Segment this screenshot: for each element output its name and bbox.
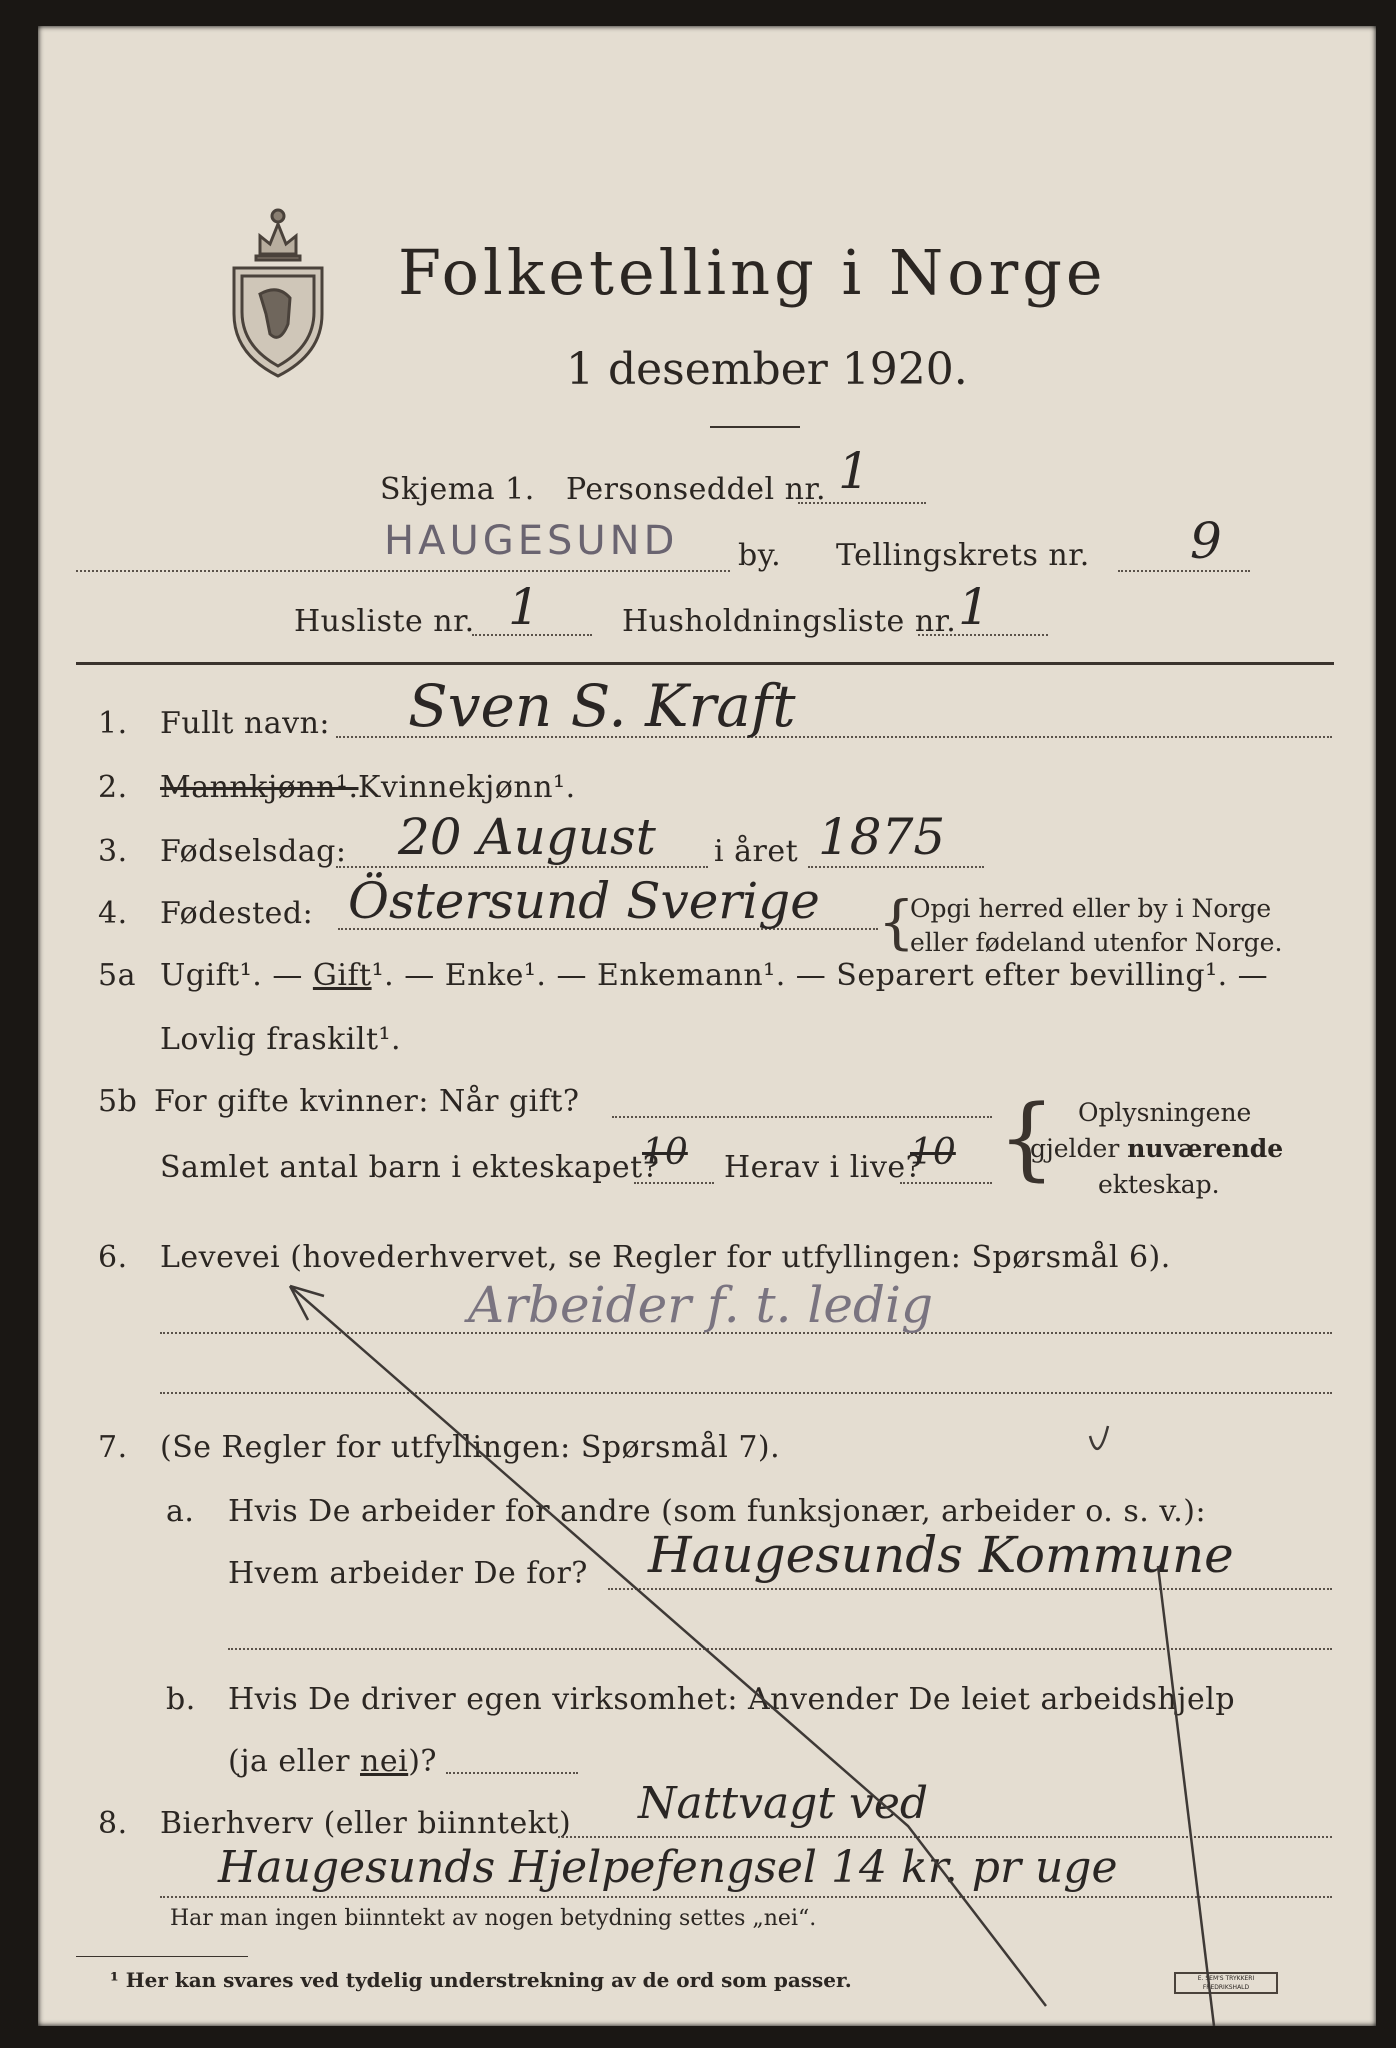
q2-male: Mannkjønn¹. — [160, 770, 359, 805]
q7b-end: )? — [408, 1744, 437, 1779]
q3-year: 1875 — [818, 808, 946, 866]
q5b-label2: Samlet antal barn i ekteskapet? — [160, 1150, 660, 1185]
pencil-vertical-line — [1158, 1566, 1214, 2026]
hh-value: 1 — [958, 578, 990, 636]
person-label: Personseddel nr. — [566, 472, 827, 507]
q5b-note2a: gjelder — [1030, 1134, 1120, 1163]
q4-num: 4. — [98, 896, 128, 931]
q5b-note1: Oplysningene — [1078, 1098, 1252, 1127]
q1-label: Fullt navn: — [160, 706, 331, 741]
husliste-label: Husliste nr. — [294, 604, 475, 639]
q7b-nei: nei — [360, 1744, 409, 1779]
q7b-line1: Hvis De driver egen virksomhet: Anvender De leiet arbeidshjelp — [228, 1682, 1236, 1717]
krets-label: Tellingskrets nr. — [836, 538, 1090, 573]
q1-num: 1. — [98, 706, 128, 741]
q3-label: Fødselsdag: — [160, 834, 347, 869]
q4-note2: eller fødeland utenfor Norge. — [910, 928, 1283, 957]
person-nr: 1 — [838, 442, 870, 500]
census-date: 1 desember 1920. — [566, 344, 968, 395]
q3-year-label: i året — [714, 834, 799, 869]
q5b-children: 10 — [642, 1132, 688, 1173]
hh-label: Husholdningsliste nr. — [622, 604, 957, 639]
q8-note: Har man ingen biinntekt av nogen betydning settes „nei“. — [170, 1906, 817, 1931]
q7a-line1: Hvis De arbeider for andre (som funksjonær, arbeider o. s. v.): — [228, 1494, 1207, 1529]
q5b-note3: ekteskap. — [1098, 1170, 1220, 1199]
q1-name: Sven S. Kraft — [408, 672, 796, 740]
pencil-marks — [38, 26, 1376, 2026]
q5b-num: 5b — [98, 1084, 138, 1119]
q7a-line2: Hvem arbeider De for? — [228, 1556, 588, 1591]
printer-mark: E. SEM'S TRYKKERI FREDRIKSHALD — [1174, 1972, 1278, 1994]
q8-value1: Nattvagt ved — [638, 1778, 929, 1829]
krets-nr: 9 — [1190, 512, 1222, 570]
q5a-line2: Lovlig fraskilt¹. — [160, 1022, 402, 1057]
pencil-check — [1090, 1426, 1108, 1449]
city-stamp: HAUGESUND — [384, 518, 679, 564]
q7-label: (Se Regler for utfyllingen: Spørsmål 7). — [160, 1430, 781, 1465]
q6-occupation: Arbeider f. t. ledig — [468, 1276, 933, 1334]
q5a-num: 5a — [98, 958, 136, 993]
q7b-num: b. — [166, 1682, 196, 1717]
form-title: Folketelling i Norge — [398, 236, 1107, 309]
q7-num: 7. — [98, 1430, 128, 1465]
q4-label: Fødested: — [160, 896, 314, 931]
footnote: ¹ Her kan svares ved tydelig understrekning av de ord som passer. — [110, 1968, 852, 1992]
q8-num: 8. — [98, 1806, 128, 1841]
q4-note1: Opgi herred eller by i Norge — [910, 894, 1272, 923]
q5b-label1: For gifte kvinner: Når gift? — [154, 1084, 580, 1119]
q2-num: 2. — [98, 770, 128, 805]
q3-day: 20 August — [398, 808, 656, 866]
census-form — [38, 26, 1376, 2026]
q5a-gift: Gift — [312, 958, 372, 993]
q6-label: Levevei (hovederhvervet, se Regler for utfyllingen: Spørsmål 6). — [160, 1240, 1171, 1275]
pencil-arrow-line — [290, 1286, 1046, 2006]
husliste-value: 1 — [508, 578, 540, 636]
q7a-employer: Haugesunds Kommune — [648, 1526, 1234, 1584]
q8-value2: Haugesunds Hjelpefengsel 14 kr. pr uge — [218, 1842, 1118, 1893]
q6-num: 6. — [98, 1240, 128, 1275]
q5b-brace: { — [998, 1086, 1056, 1191]
city-suffix: by. — [738, 538, 782, 573]
q4-brace: { — [878, 888, 915, 956]
q4-place: Östersund Sverige — [348, 872, 820, 930]
q2-female: Kvinnekjønn¹. — [358, 770, 576, 805]
q8-label: Bierhverv (eller biinntekt) — [160, 1806, 572, 1841]
q5b-alive-label: Herav i live? — [724, 1150, 923, 1185]
schema-label: Skjema 1. — [380, 472, 535, 507]
q7b-ja: (ja eller — [228, 1744, 361, 1779]
q5b-note2b: nuværende — [1127, 1134, 1284, 1163]
q5a-rest: ¹. — Enke¹. — Enkemann¹. — Separert efter bevilling¹. — — [371, 958, 1269, 993]
q5b-alive: 10 — [910, 1132, 956, 1173]
q3-num: 3. — [98, 834, 128, 869]
q7a-num: a. — [166, 1494, 195, 1529]
q5a-ugift: Ugift¹. — — [160, 958, 313, 993]
